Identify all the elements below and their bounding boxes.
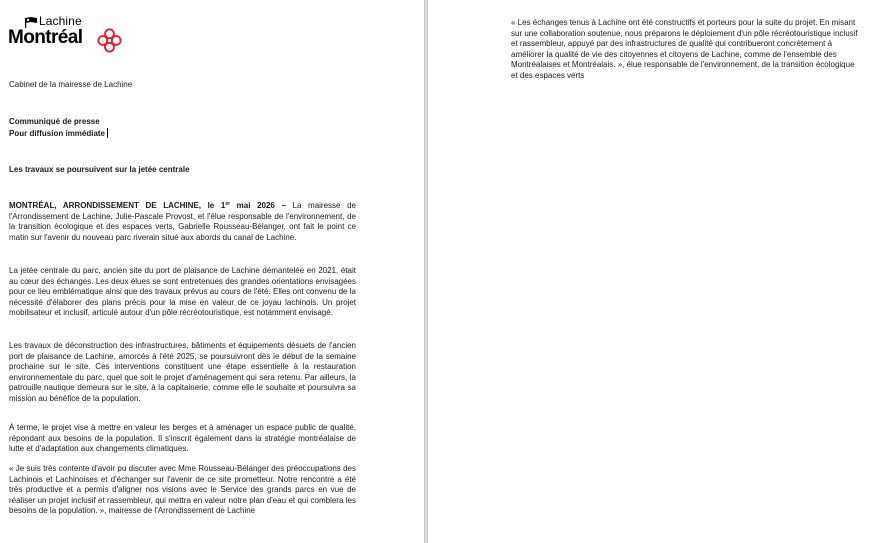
paragraph-quote-mairesse: « Je suis très contente d'avoir pu discuter avec Mme Rousseau-Bélanger des préoccupations des Lachinois et Lachinoises et d'échanger sur l'avenir de ce site prometteur. Notre rencontre a été très productive et a permis d'aligner nos visions avec le Service des grands parcs en vue de réaliser un projet inclusif et rassembleur, qui mettra en valeur notre plan d'eau et qui comblera les besoins de la population. », mairesse de l'Arrondissement de Lachine [9, 464, 356, 516]
paragraph-projet: À terme, le projet vise à mettre en valeur les berges et à aménager un espace public de qualité, répondant aux besoins de la population. Il s'inscrit également dans la stratégie montréalaise de lutte et d'adaptation aux changements climatiques. [9, 423, 356, 454]
montreal-lachine-logo [8, 14, 120, 52]
communique-label: Communiqué de presse [9, 117, 100, 126]
paragraph-quote-elue: « Les échanges tenus à Lachine ont été constructifs et porteurs pour la suite du projet. En misant sur une collaboration soutenue, nous préparons le déploiement d'un pôle récréotouristique inclusif et rassembleur, appuyé par des infrastructures de qualité qui contribueront concrètement à améliorer la qualité de vie des citoyennes et citoyens de Lachine, comme de l'ensemble des Montréalaises et Montréalais. », élue responsable de l'environnement, de la transition écologique et des espaces verts [511, 18, 858, 80]
diffusion-text: Pour diffusion immédiate [9, 129, 106, 138]
dateline [9, 201, 286, 210]
intro-body: La mairesse de l'Arrondissement de Lachine, Julie-Pascale Provost, et l'élue responsable de l'environnement, de la transition écologique et des espaces verts, Gabrielle Rousseau-Bélanger, ont fait le point ce matin sur l'avenir du nouveau parc riverain situé aux abords du canal de Lachine. [9, 201, 356, 242]
montreal-rosette-icon [97, 28, 122, 53]
document-page-1 [0, 0, 422, 543]
text-cursor [107, 128, 108, 138]
logo-city-name: Montréal [8, 27, 83, 48]
diffusion-label [9, 128, 108, 140]
page-divider [424, 0, 428, 543]
paragraph-intro [9, 201, 356, 243]
document-page-2 [430, 0, 880, 543]
press-headline: Les travaux se poursuivent sur la jetée centrale [9, 165, 190, 174]
logo-borough-name: Lachine [39, 14, 82, 28]
paragraph-jetee: La jetée centrale du parc, ancien site du port de plaisance de Lachine démantelée en 2021, était au cœur des échanges. Les deux élues se sont entretenues des grandes orientations envisagées pour ce lieu emblématique ainsi que des travaux prévus au cours de l'été. Elles ont convenu de la nécessité d'élaborer des plans précis pour la mise en valeur de ce joyau lachinois. Un projet mobilisateur et inclusif, articulé autour d'un pôle récréotouristique, est notamment envisagé. [9, 266, 356, 318]
dateline-superscript: er [225, 201, 231, 207]
dateline-end: mai 2026 – [230, 201, 286, 210]
paragraph-travaux: Les travaux de déconstruction des infrastructures, bâtiments et équipements désuets de l'ancien port de plaisance de Lachine, amorcés à l'été 2025, se poursuivront dès le début de la semaine prochaine sur le site. Ces interventions constituent une étape essentielle à la restauration environnementale du parc, quel que soit le projet d'aménagement qui sera retenu. Par ailleurs, la patrouille nautique demeura sur le site, à la capitainerie, comme elle le souhaite et poursuivra sa mission au bénéfice de la population. [9, 341, 356, 403]
cabinet-line: Cabinet de la mairesse de Lachine [9, 80, 133, 89]
dateline-text: MONTRÉAL, ARRONDISSEMENT DE LACHINE, le 1 [9, 201, 226, 210]
